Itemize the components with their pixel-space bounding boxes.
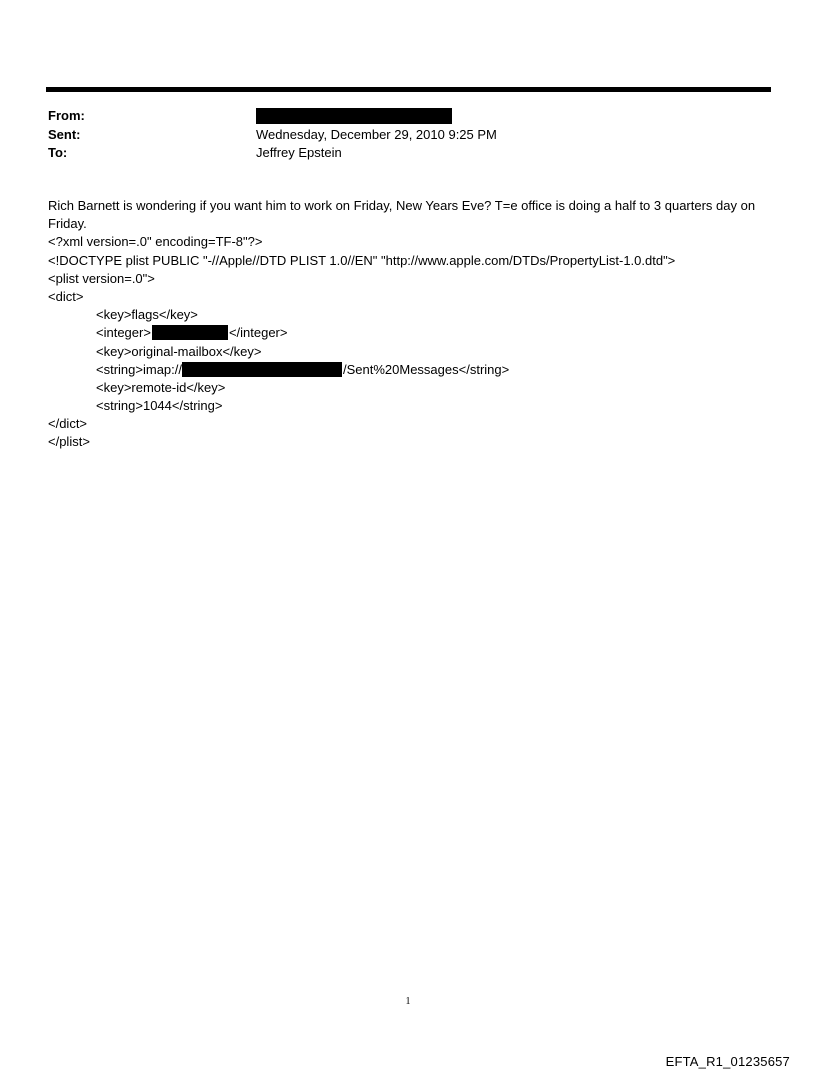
to-row — [48, 144, 748, 163]
imap-string-open: <string>imap:// — [96, 361, 182, 377]
integer-close: </integer> — [228, 325, 288, 341]
email-header — [48, 107, 748, 163]
email-body — [48, 197, 768, 452]
page-number: 1 — [405, 996, 411, 1007]
imap-string-close: /Sent%20Messages</string> — [343, 361, 510, 377]
integer-redaction — [152, 325, 228, 340]
key-original-mailbox: <key>original-mailbox</key> — [96, 343, 262, 359]
to-value: Jeffrey Epstein — [256, 145, 342, 160]
doctype-line: <!DOCTYPE plist PUBLIC "-//Apple//DTD PLIST 1.0//EN" "http://www.apple.com/DTDs/PropertyList-1.0.dtd"> — [48, 252, 676, 268]
imap-redaction — [182, 362, 342, 377]
from-row — [48, 107, 748, 126]
key-remote-id: <key>remote-id</key> — [96, 379, 226, 395]
bates-number: EFTA_R1_01235657 — [665, 1054, 790, 1069]
sent-value: Wednesday, December 29, 2010 9:25 PM — [256, 126, 497, 142]
integer-line — [48, 324, 768, 342]
integer-open: <integer> — [96, 325, 151, 341]
header-divider — [46, 87, 771, 92]
from-redaction — [256, 108, 452, 124]
plist-open: <plist version=.0"> — [48, 270, 155, 286]
sent-label: Sent: — [48, 126, 81, 142]
message-paragraph: Rich Barnett is wondering if you want him to work on Friday, New Years Eve? T=e office is doing a half to 3 quarters day on Friday. — [48, 198, 756, 232]
to-label: To: — [48, 145, 68, 160]
sent-row — [48, 126, 748, 145]
xml-declaration: <?xml version=.0" encoding=TF-8"?> — [48, 234, 263, 250]
imap-string-line — [48, 361, 768, 379]
key-flags: <key>flags</key> — [96, 307, 198, 323]
dict-open: <dict> — [48, 288, 84, 304]
dict-close: </dict> — [48, 416, 88, 432]
plist-close: </plist> — [48, 434, 90, 450]
string-remote-id: <string>1044</string> — [96, 398, 223, 414]
from-label: From: — [48, 108, 85, 123]
